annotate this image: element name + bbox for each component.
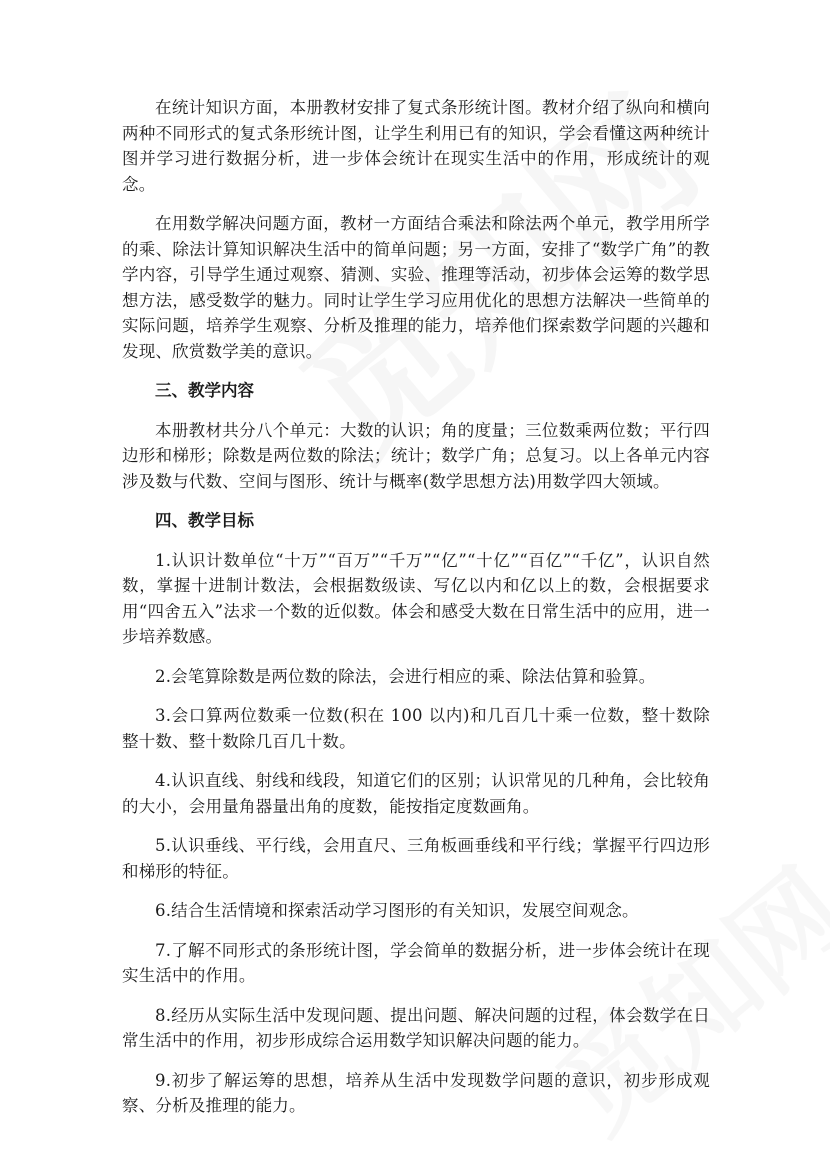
- section-heading-content: 三、教学内容: [155, 381, 254, 400]
- goal-item-4: 4.认识直线、射线和线段，知道它们的区别；认识常见的几种角，会比较角的大小，会用量角器量出角的度数，能按指定度数画角。: [122, 771, 710, 816]
- goal-item-9: 9.初步了解运筹的思想，培养从生活中发现数学问题的意识，初步形成观察、分析及推理的能力。: [122, 1070, 710, 1115]
- paragraph-statistics: 在统计知识方面，本册教材安排了复式条形统计图。教材介绍了纵向和横向两种不同形式的复式条形统计图，让学生利用已有的知识，学会看懂这两种统计图并学习进行数据分析，进一步体会统计在现实生活中的作用，形成统计的观念。: [122, 98, 710, 194]
- paragraph-problem-solving: 在用数学解决问题方面，教材一方面结合乘法和除法两个单元，教学用所学的乘、除法计算知识解决生活中的简单问题；另一方面，安排了“数学广角”的教学内容，引导学生通过观察、猜测、实验、推理等活动，初步体会运筹的数学思想方法，感受数学的魅力。同时让学生学习应用优化的思想方法解决一些简单的实际问题，培养学生观察、分析及推理的能力，培养他们探索数学问题的兴趣和发现、欣赏数学美的意识。: [122, 214, 710, 361]
- section-heading-goals: 四、教学目标: [155, 511, 254, 530]
- goal-item-8: 8.经历从实际生活中发现问题、提出问题、解决问题的过程，体会数学在日常生活中的作用，初步形成综合运用数学知识解决问题的能力。: [122, 1005, 710, 1050]
- goal-item-3: 3.会口算两位数乘一位数(积在 100 以内)和几百几十乘一位数，整十数除整十数、整十数除几百几十数。: [122, 706, 710, 751]
- goal-item-1: 1.认识计数单位“十万”“百万”“千万”“亿”“十亿”“百亿”“千亿”，认识自然数，掌握十进制计数法，会根据数级读、写亿以内和亿以上的数，会根据要求用“四舍五入”法求一个数的近似数。体会和感受大数在日常生活中的应用，进一步培养数感。: [122, 550, 710, 646]
- paragraph-units: 本册教材共分八个单元：大数的认识；角的度量；三位数乘两位数；平行四边形和梯形；除数是两位数的除法；统计；数学广角；总复习。以上各单元内容涉及数与代数、空间与图形、统计与概率(数学思想方法)用数学四大领域。: [122, 420, 710, 491]
- goal-item-6: 6.结合生活情境和探索活动学习图形的有关知识，发展空间观念。: [155, 901, 639, 920]
- goal-item-5: 5.认识垂线、平行线，会用直尺、三角板画垂线和平行线；掌握平行四边形和梯形的特征。: [122, 836, 710, 881]
- goal-item-7: 7.了解不同形式的条形统计图，学会简单的数据分析，进一步体会统计在现实生活中的作用。: [122, 940, 710, 985]
- goal-item-2: 2.会笔算除数是两位数的除法，会进行相应的乘、除法估算和验算。: [155, 666, 656, 686]
- document-body: [122, 95, 710, 1133]
